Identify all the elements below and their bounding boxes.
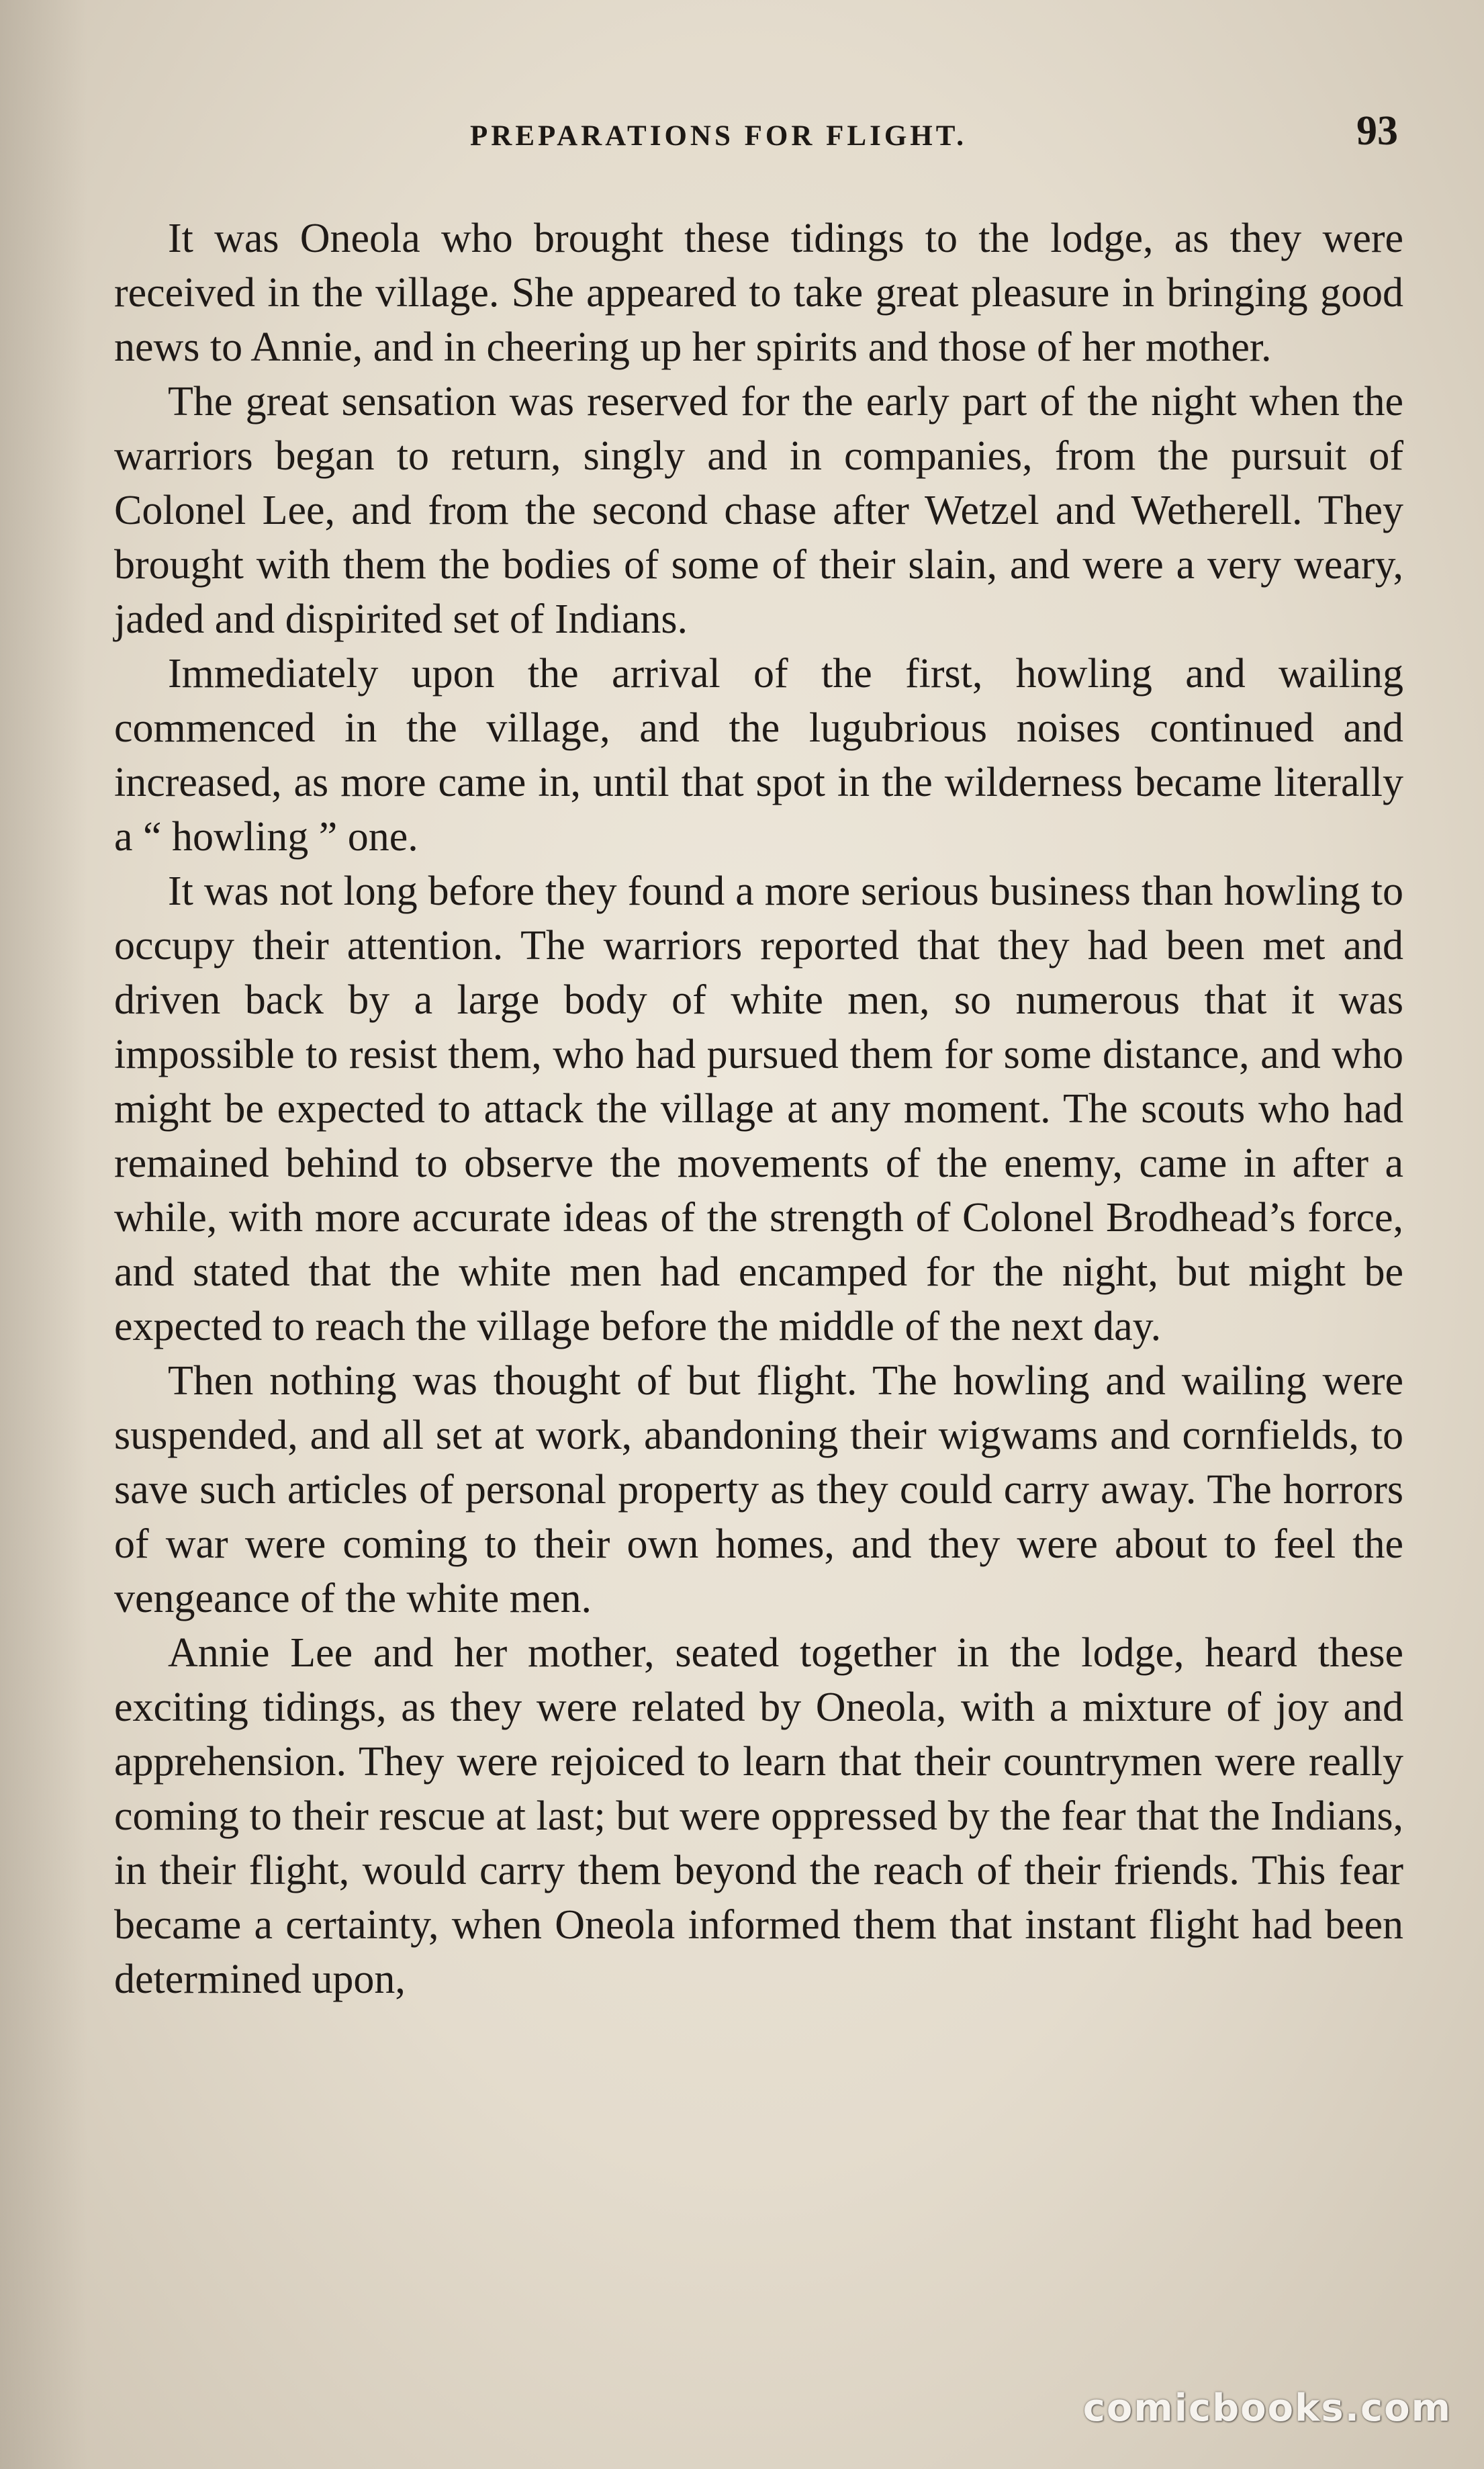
page-shadow (0, 0, 87, 2469)
page-number: 93 (1356, 108, 1398, 154)
watermark: comicbooks.com (1082, 2386, 1452, 2430)
paragraph: The great sensation was reserved for the early part of the night when the warriors began to return, singly and in companies, from the pursuit of Colonel Lee, and from the second chase after Wetzel and Wetherell. They brought with them the bodies of some of their slain, and were a very weary, jaded and dispirited set of Indians. (114, 379, 1403, 642)
page-header (0, 107, 1484, 168)
paragraph: It was not long before they found a more serious business than howling to occupy their attention. The warriors reported that they had been met and driven back by a large body of white men, so numerous that it was impossible to resist them, who had pursued them for some distance, and who might be expected to attack the village at any moment. The scouts who had remained behind to observe the movements of the enemy, came in after a while, with more accurate ideas of the strength of Colonel Brodhead’s force, and stated that the white men had encamped for the night, but might be expected to reach the village before the middle of the next day. (114, 868, 1403, 1349)
paragraph: Then nothing was thought of but flight. The howling and wailing were suspended, and all set at work, abandoning their wigwams and cornfields, to save such articles of personal property as they could carry away. The horrors of war were coming to their own homes, and they were about to feel the vengeance of the white men. (114, 1358, 1403, 1621)
paragraph: Annie Lee and her mother, seated together in the lodge, heard these exciting tidings, as they were related by Oneola, with a mixture of joy and apprehension. They were rejoiced to learn that their countrymen were really coming to their rescue at last; but were oppressed by the fear that the Indians, in their flight, would carry them beyond the reach of their friends. This fear became a certainty, when Oneola informed them that instant flight had been determined upon, (114, 1630, 1403, 2002)
paragraph: Immediately upon the arrival of the first, howling and wailing commenced in the village, and the lugubrious noises continued and increased, as more came in, until that spot in the wilderness became literally a “ howling ” one. (114, 651, 1403, 860)
paragraph: It was Oneola who brought these tidings to the lodge, as they were received in the village. She appeared to take great pleasure in bringing good news to Annie, and in cheering up her spirits and those of her mother. (114, 216, 1403, 370)
running-head: PREPARATIONS FOR FLIGHT. (470, 120, 967, 152)
body-text (114, 212, 1403, 2007)
